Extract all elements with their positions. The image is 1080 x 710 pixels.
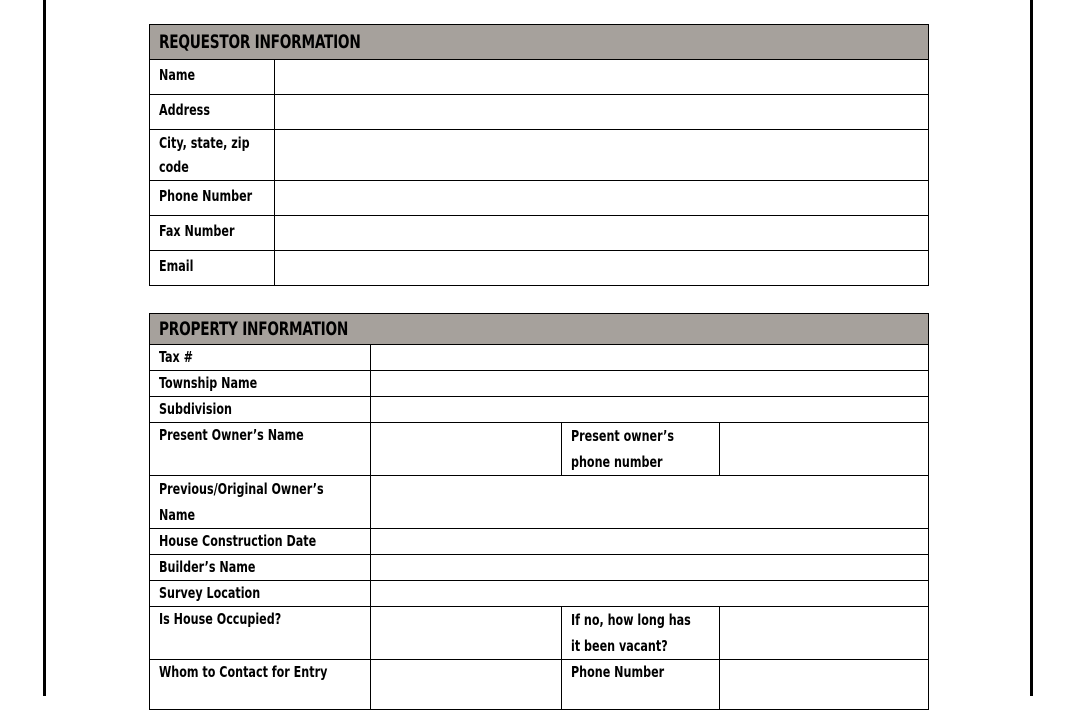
name-field[interactable]: [275, 60, 929, 95]
survey-location-label: Survey Location: [150, 581, 371, 607]
city-state-zip-label: City, state, zip code: [150, 130, 275, 181]
tax-number-label: Tax #: [150, 345, 371, 371]
house-construction-date-label: House Construction Date: [150, 529, 371, 555]
township-name-field[interactable]: [371, 371, 929, 397]
fax-number-label: Fax Number: [150, 216, 275, 251]
property-heading: PROPERTY INFORMATION: [150, 314, 929, 345]
city-state-zip-field[interactable]: [275, 130, 929, 181]
contact-phone-label: Phone Number: [562, 660, 720, 710]
contact-for-entry-field[interactable]: [371, 660, 562, 710]
name-label: Name: [150, 60, 275, 95]
builder-name-field[interactable]: [371, 555, 929, 581]
phone-number-label: Phone Number: [150, 181, 275, 216]
contact-phone-field[interactable]: [720, 660, 929, 710]
is-house-occupied-field[interactable]: [371, 607, 562, 660]
present-owner-name-label: Present Owner’s Name: [150, 423, 371, 476]
previous-owner-name-label: Previous/Original Owner’s Name: [150, 476, 371, 529]
township-name-label: Township Name: [150, 371, 371, 397]
survey-location-field[interactable]: [371, 581, 929, 607]
tax-number-field[interactable]: [371, 345, 929, 371]
house-construction-date-field[interactable]: [371, 529, 929, 555]
vacant-duration-label: If no, how long has it been vacant?: [562, 607, 720, 660]
present-owner-phone-field[interactable]: [720, 423, 929, 476]
subdivision-label: Subdivision: [150, 397, 371, 423]
contact-for-entry-label: Whom to Contact for Entry: [150, 660, 371, 710]
address-label: Address: [150, 95, 275, 130]
phone-number-field[interactable]: [275, 181, 929, 216]
email-field[interactable]: [275, 251, 929, 286]
email-label: Email: [150, 251, 275, 286]
vacant-duration-field[interactable]: [720, 607, 929, 660]
requestor-information-table: [149, 24, 929, 286]
fax-number-field[interactable]: [275, 216, 929, 251]
present-owner-name-field[interactable]: [371, 423, 562, 476]
is-house-occupied-label: Is House Occupied?: [150, 607, 371, 660]
previous-owner-name-field[interactable]: [371, 476, 929, 529]
subdivision-field[interactable]: [371, 397, 929, 423]
present-owner-phone-label: Present owner’s phone number: [562, 423, 720, 476]
builder-name-label: Builder’s Name: [150, 555, 371, 581]
address-field[interactable]: [275, 95, 929, 130]
requestor-heading: REQUESTOR INFORMATION: [150, 25, 929, 60]
property-information-table: [149, 313, 929, 710]
